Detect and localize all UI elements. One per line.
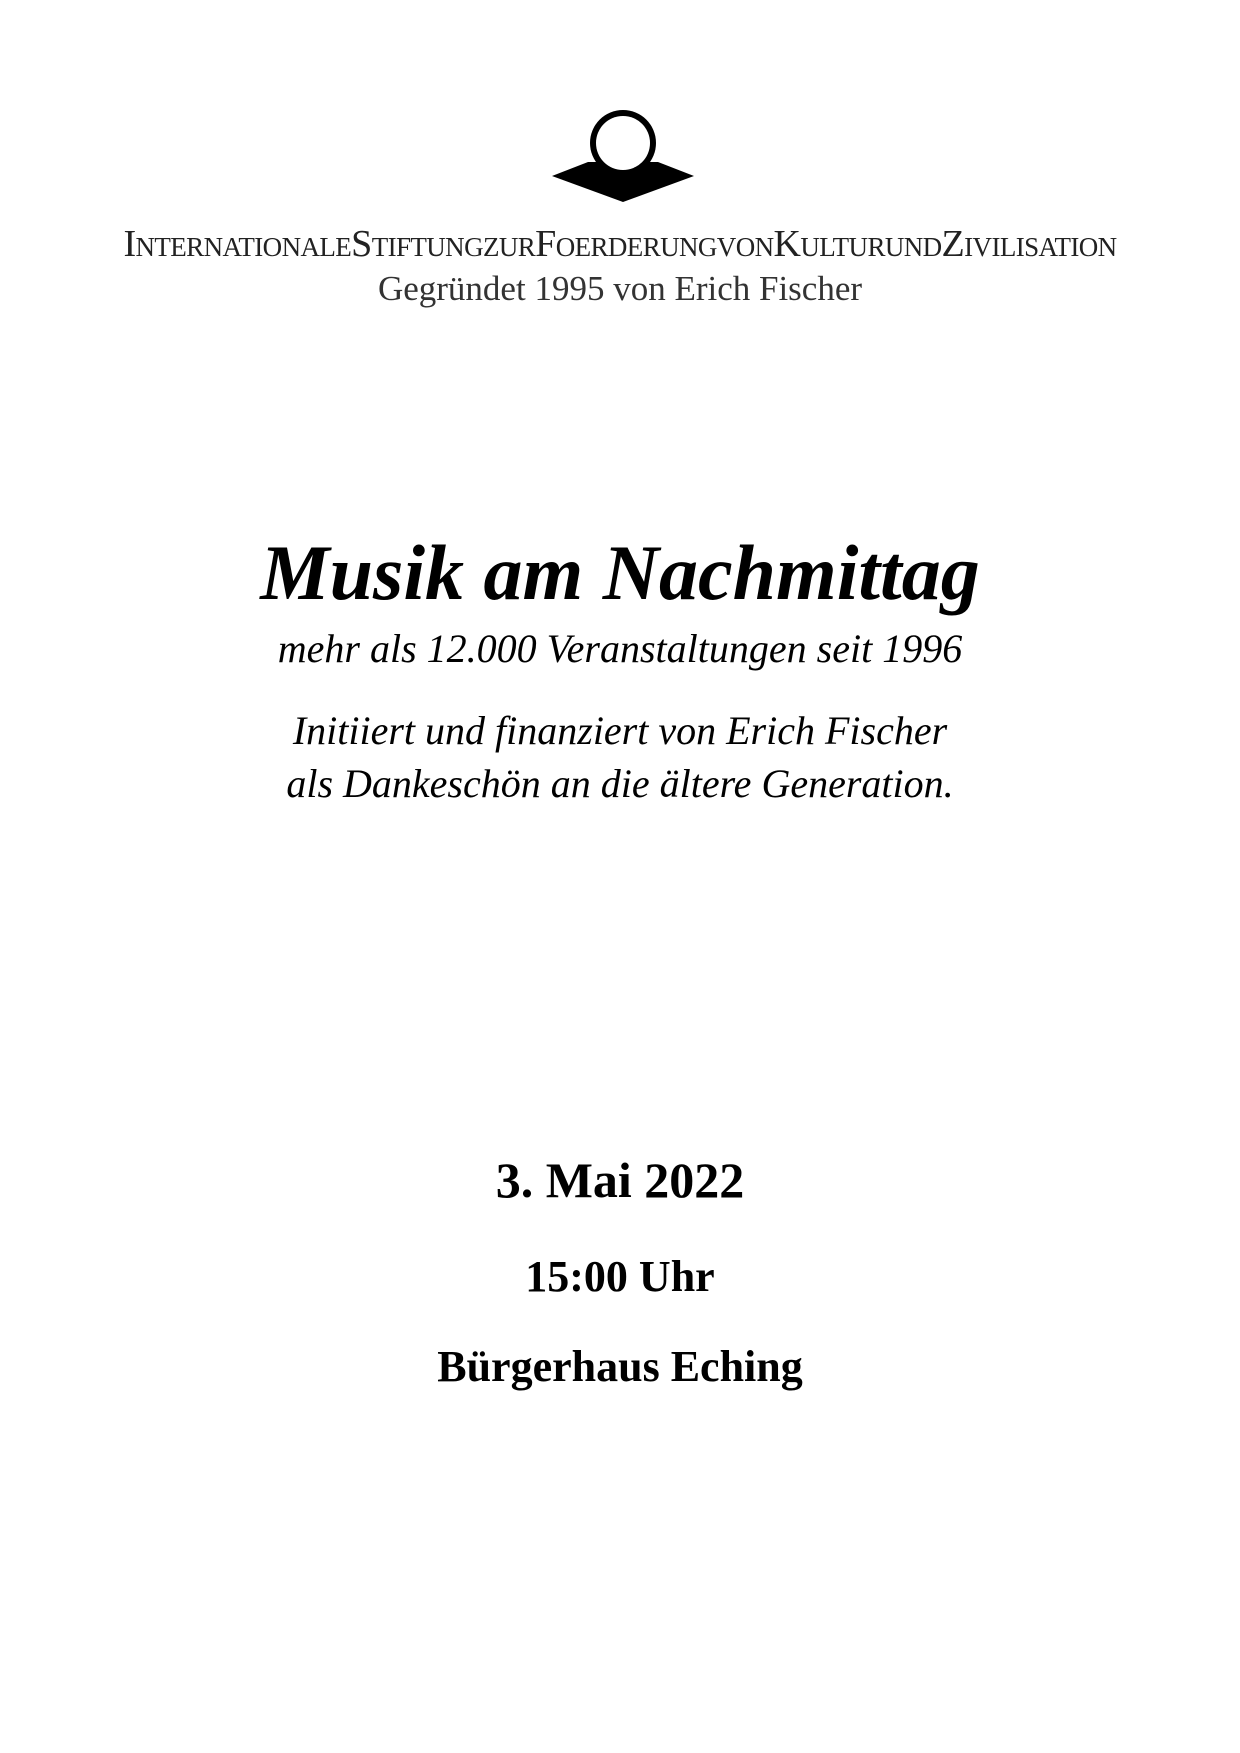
event-time: 15:00 Uhr [525, 1252, 715, 1301]
sponsor-note-line-2: als Dankeschön an die ältere Generation. [286, 761, 954, 806]
sponsor-note-line-1: Initiiert und finanziert von Erich Fischer [292, 708, 948, 753]
sponsor-note [0, 704, 1240, 810]
foundation-logo-icon [548, 110, 698, 215]
founded-line: Gegründet 1995 von Erich Fischer [377, 269, 863, 308]
event-date: 3. Mai 2022 [495, 1152, 745, 1208]
event-venue: Bürgerhaus Eching [437, 1342, 803, 1391]
event-title: Musik am Nachmittag [260, 529, 980, 616]
event-subtitle: mehr als 12.000 Veranstaltungen seit 1996 [277, 626, 963, 671]
organization-name: InternationaleStiftungzurFoerderungvonKulturundZivilisation [123, 223, 1117, 265]
